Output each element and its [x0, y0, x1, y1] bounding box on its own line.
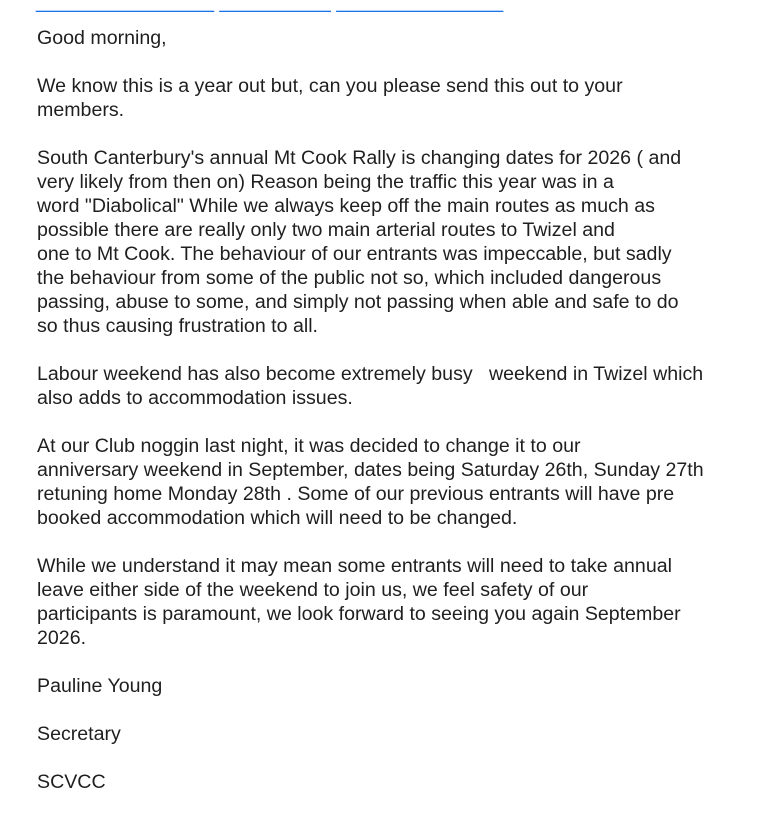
- paragraph-line: also adds to accommodation issues.: [37, 387, 353, 409]
- signature-title: Secretary: [37, 723, 121, 745]
- cutoff-link-text[interactable]: ________________ __________ _______________: [36, 0, 504, 13]
- paragraph-line: one to Mt Cook. The behaviour of our entrants was impeccable, but sadly: [37, 243, 672, 265]
- paragraph-line: booked accommodation which will need to be changed.: [37, 507, 518, 529]
- paragraph-line: We know this is a year out but, can you please send this out to your: [37, 75, 623, 97]
- paragraph-line: South Canterbury's annual Mt Cook Rally is changing dates for 2026 ( and: [37, 147, 682, 169]
- paragraph-line: members.: [37, 99, 125, 121]
- signature-org: SCVCC: [37, 771, 106, 793]
- paragraph-line: participants is paramount, we look forward to seeing you again September: [37, 603, 681, 625]
- paragraph-line: very likely from then on) Reason being the traffic this year was in a: [37, 171, 614, 193]
- paragraph-line: While we understand it may mean some entrants will need to take annual: [37, 555, 672, 577]
- paragraph-line: leave either side of the weekend to join us, we feel safety of our: [37, 579, 589, 601]
- paragraph-line: retuning home Monday 28th . Some of our previous entrants will have pre: [37, 483, 675, 505]
- paragraph-line: At our Club noggin last night, it was decided to change it to our: [37, 435, 581, 457]
- paragraph-closing: [37, 554, 752, 650]
- paragraph-request: [37, 74, 752, 122]
- signature-name: Pauline Young: [37, 675, 163, 697]
- email-body: [37, 26, 752, 818]
- paragraph-line: so thus causing frustration to all.: [37, 315, 318, 337]
- paragraph-line: possible there are really only two main arterial routes to Twizel and: [37, 219, 615, 241]
- paragraph-line: passing, abuse to some, and simply not passing when able and safe to do: [37, 291, 679, 313]
- paragraph-line: 2026.: [37, 627, 87, 649]
- greeting: Good morning,: [37, 27, 167, 49]
- paragraph-new-dates: [37, 434, 752, 530]
- paragraph-line: the behaviour from some of the public not so, which included dangerous: [37, 267, 662, 289]
- paragraph-line: word "Diabolical" While we always keep off the main routes as much as: [37, 195, 655, 217]
- paragraph-labour-weekend: [37, 362, 752, 410]
- top-cutoff-link-row: [36, 0, 516, 13]
- paragraph-line: Labour weekend has also become extremely busy weekend in Twizel which: [37, 363, 704, 385]
- paragraph-line: anniversary weekend in September, dates being Saturday 26th, Sunday 27th: [37, 459, 704, 481]
- paragraph-rally-change: [37, 146, 752, 338]
